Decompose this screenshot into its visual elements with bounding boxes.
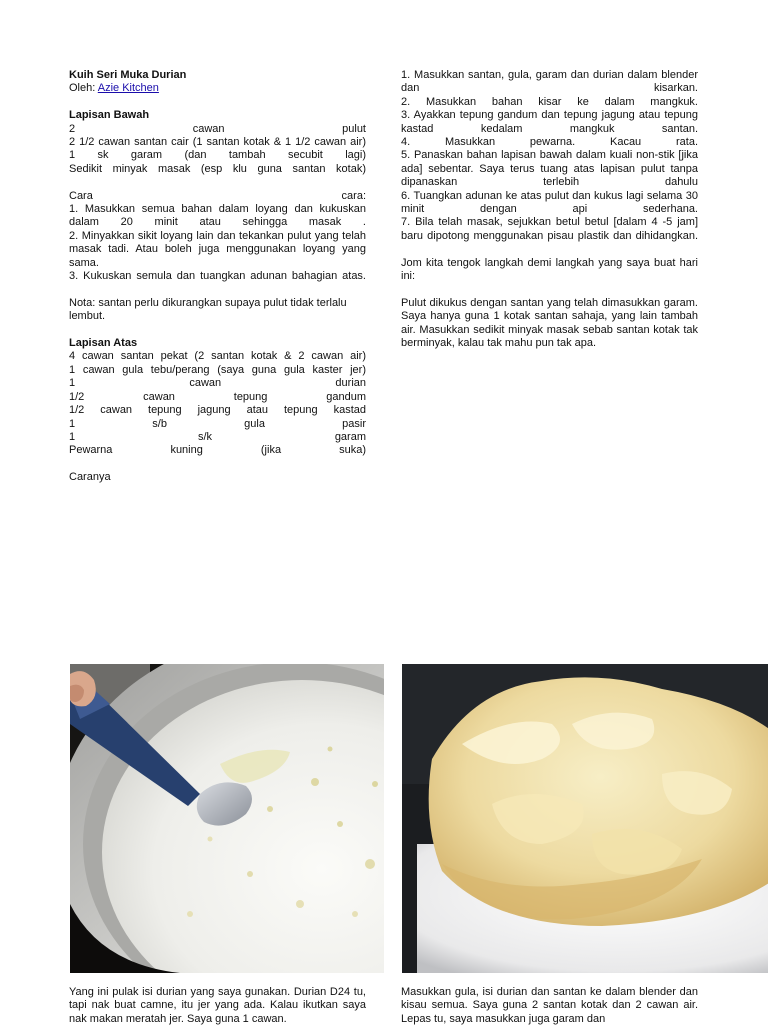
left-column <box>69 69 366 485</box>
method-step: 5. Panaskan bahan lapisan bawah dalam kuali non-stik [jika ada] sebentar. Saya terus tuang atas lapisan pulut tanpa dipanaskan terlebih dahulu <box>401 149 698 189</box>
method-title: Caranya <box>69 471 111 484</box>
method-step: 6. Tuangkan adunan ke atas pulut dan kukus lagi selama 30 minit dengan api sederhana. <box>401 189 698 216</box>
recipe-title: Kuih Seri Muka Durian <box>69 69 187 81</box>
method-step: 3. Kukuskan semula dan tuangkan adunan bahagian atas. <box>69 270 366 283</box>
method-step: 2. Minyakkan sikit loyang lain dan tekankan pulut yang telah masak tadi. Atau boleh juga menggunakan loyang yang sama. <box>69 229 366 269</box>
byline-prefix: Oleh: <box>69 82 98 95</box>
method-step: 3. Ayakkan tepung gandum dan tepung jagung atau tepung kastad kedalam mangkuk santan. <box>401 109 698 135</box>
photo-durian-flesh <box>402 664 768 973</box>
durian-flesh-image <box>402 664 768 973</box>
ingredient-line: 2 cawan pulut <box>69 122 366 135</box>
intro-text: Jom kita tengok langkah demi langkah yang saya buat hari ini: <box>401 256 698 283</box>
section-heading-lapisan-atas: Lapisan Atas <box>69 337 138 350</box>
ingredient-line: 1 s/b gula pasir <box>69 417 366 430</box>
method-step: 2. Masukkan bahan kisar ke dalam mangkuk. <box>401 95 698 108</box>
caption-right: Masukkan gula, isi durian dan santan ke dalam blender dan kisau semua. Saya guna 2 santan kotak dan 2 cawan air. Lepas tu, saya masukkan juga garam dan <box>401 986 698 1025</box>
note: Nota: santan perlu dikurangkan supaya pulut tidak terlalu lembut. <box>69 296 347 323</box>
caption-left: Yang ini pulak isi durian yang saya gunakan. Durian D24 tu, tapi nak buat camne, itu jer yang ada. Kalau ikutkan saya nak makan meratah jer. Saya guna 1 cawan. <box>69 986 366 1025</box>
ingredient-line: Pewarna kuning (jika suka) <box>69 444 366 457</box>
method-step: 4. Masukkan pewarna. Kacau rata. <box>401 136 698 149</box>
method-step: 1. Masukkan semua bahan dalam loyang dan kukuskan dalam 20 minit atau sehingga masak . <box>69 203 366 229</box>
ingredient-line: Sedikit minyak masak (esp klu guna santan kotak) <box>69 162 366 175</box>
author-link[interactable]: Azie Kitchen <box>97 82 159 95</box>
method-step: 7. Bila telah masak, sejukkan betul betul [dalam 4 -5 jam] baru dipotong menggunakan pisau plastik dan dihidangkan. <box>401 216 698 242</box>
ingredient-line: 1/2 cawan tepung gandum <box>69 390 366 403</box>
byline <box>69 82 366 95</box>
ingredient-line: 1 s/k garam <box>69 430 366 443</box>
ingredient-line: 1 cawan durian <box>69 377 366 390</box>
ingredient-line: 1 sk garam (dan tambah secubit lagi) <box>69 149 366 162</box>
right-column <box>401 69 698 351</box>
method-step: 1. Masukkan santan, gula, garam dan durian dalam blender dan kisarkan. <box>401 69 698 95</box>
ingredient-line: 1 cawan gula tebu/perang (saya guna gula kaster jer) <box>69 363 366 376</box>
ingredient-line: 4 cawan santan pekat (2 santan kotak & 2 cawan air) <box>69 350 366 363</box>
ingredient-line: 2 1/2 cawan santan cair (1 santan kotak & 1 1/2 cawan air) <box>69 136 366 149</box>
ingredient-line: 1/2 cawan tepung jagung atau tepung kastad <box>69 404 366 417</box>
photo-coconut-milk-pot <box>70 664 384 973</box>
method-title: Cara cara: <box>69 189 366 202</box>
coconut-milk-pot-image <box>70 664 384 973</box>
section-heading-lapisan-bawah: Lapisan Bawah <box>69 109 150 122</box>
paragraph: Pulut dikukus dengan santan yang telah dimasukkan garam. Saya hanya guna 1 kotak santan sahaja, yang lain tambah air. Masukkan sedikit minyak masak sebab santan kotak tak berminyak, kalau tak mahu pun tak apa. <box>401 296 698 350</box>
